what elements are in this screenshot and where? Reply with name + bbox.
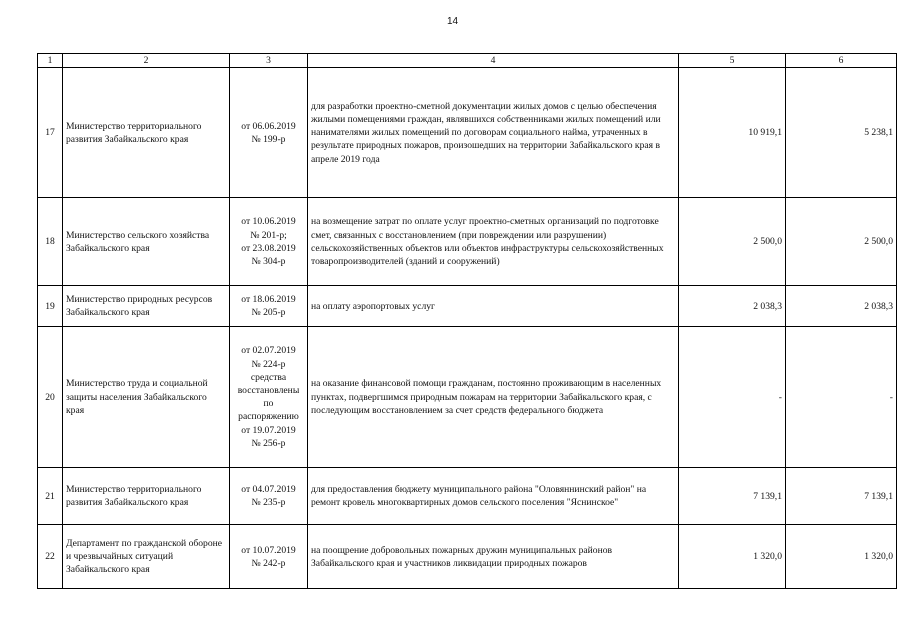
amount-col6: 2 500,0 — [786, 198, 897, 286]
purpose-cell: на оказание финансовой помощи гражданам, постоянно проживающим в населенных пунктах, подвергшимся природным пожарам на территории Забайкальского края, с последующим восстановлением за счет средств федерального бюджета — [308, 327, 679, 468]
document-cell — [230, 468, 308, 525]
document-cell — [230, 68, 308, 198]
amount-col5: 10 919,1 — [679, 68, 786, 198]
amount-col6: 2 038,3 — [786, 286, 897, 327]
document-line: от 04.07.2019 — [241, 484, 296, 495]
header-cell: 2 — [63, 54, 230, 68]
document-line: от 18.06.2019 — [241, 294, 296, 305]
table-header-row — [38, 54, 897, 68]
table-row — [38, 68, 897, 198]
organization-cell: Министерство труда и социальной защиты населения Забайкальского края — [63, 327, 230, 468]
amount-col5: 1 320,0 — [679, 525, 786, 589]
purpose-cell: на оплату аэропортовых услуг — [308, 286, 679, 327]
purpose-cell: для разработки проектно-сметной документации жилых домов с целью обеспечения жилыми помещениями граждан, являвшихся собственниками жилых помещений или нанимателями жилых помещений по договорам социального найма, утраченных в результате природных пожаров, произошедших на территории Забайкальского края в апреле 2019 года — [308, 68, 679, 198]
document-line: от 19.07.2019 — [241, 424, 296, 436]
document-line: от 06.06.2019 — [241, 120, 296, 132]
row-number: 19 — [38, 286, 63, 327]
document-cell — [230, 327, 308, 468]
header-cell: 4 — [308, 54, 679, 68]
amount-col5: 2 500,0 — [679, 198, 786, 286]
header-cell: 3 — [230, 54, 308, 68]
purpose-cell: на возмещение затрат по оплате услуг проектно-сметных организаций по подготовке смет, связанных с восстановлением (при повреждении или разрушении) сельскохозяйственных объектов или объектов инфраструктуры сельскохозяйственных товаропроизводителей (зданий и сооружений) — [308, 198, 679, 286]
row-number: 17 — [38, 68, 63, 198]
row-number: 22 — [38, 525, 63, 589]
table-row — [38, 468, 897, 525]
header-cell: 6 — [786, 54, 897, 68]
page-number: 14 — [446, 16, 459, 27]
document-line: № 199-р — [251, 133, 286, 145]
amount-col6: 1 320,0 — [786, 525, 897, 589]
amount-col5: - — [679, 327, 786, 468]
table-row — [38, 286, 897, 327]
amount-col6: - — [786, 327, 897, 468]
table-row — [38, 327, 897, 468]
document-line: № 205-р — [251, 307, 286, 319]
organization-cell: Департамент по гражданской обороне и чрезвычайных ситуаций Забайкальского края — [63, 525, 230, 589]
document-line: № 304-р — [251, 255, 286, 267]
document-cell — [230, 286, 308, 327]
document-line: № 224-р — [251, 358, 286, 370]
document-line: восстановлены — [237, 385, 300, 396]
document-line: по — [263, 398, 274, 410]
document-line: средства — [250, 371, 287, 383]
document-line: № 235-р — [251, 497, 286, 509]
row-number: 18 — [38, 198, 63, 286]
purpose-cell: на поощрение добровольных пожарных дружин муниципальных районов Забайкальского края и участников ликвидации природных пожаров — [308, 525, 679, 589]
row-number: 21 — [38, 468, 63, 525]
header-cell: 5 — [679, 54, 786, 68]
organization-cell: Министерство территориального развития Забайкальского края — [63, 68, 230, 198]
header-cell: 1 — [38, 54, 63, 68]
document-line: № 256-р — [251, 437, 286, 449]
amount-col5: 2 038,3 — [679, 286, 786, 327]
document-line: № 242-р — [251, 557, 286, 569]
document-line: распоряжению — [238, 411, 299, 423]
document-line: № 201-р; — [250, 229, 287, 241]
amount-col6: 5 238,1 — [786, 68, 897, 198]
allocation-table — [37, 53, 897, 589]
amount-col5: 7 139,1 — [679, 468, 786, 525]
document-line: от 10.07.2019 — [241, 544, 296, 556]
document-cell — [230, 198, 308, 286]
document-cell — [230, 525, 308, 589]
document-line: от 23.08.2019 — [241, 242, 296, 254]
table-row — [38, 525, 897, 589]
organization-cell: Министерство сельского хозяйства Забайкальского края — [63, 198, 230, 286]
row-number: 20 — [38, 327, 63, 468]
organization-cell: Министерство природных ресурсов Забайкальского края — [63, 286, 230, 327]
document-line: от 10.06.2019 — [241, 216, 296, 228]
amount-col6: 7 139,1 — [786, 468, 897, 525]
table-row — [38, 198, 897, 286]
document-line: от 02.07.2019 — [241, 345, 296, 357]
purpose-cell: для предоставления бюджету муниципального района "Оловяннинский район" на ремонт кровель многоквартирных домов сельского поселения "Яснинское" — [308, 468, 679, 525]
organization-cell: Министерство территориального развития Забайкальского края — [63, 468, 230, 525]
